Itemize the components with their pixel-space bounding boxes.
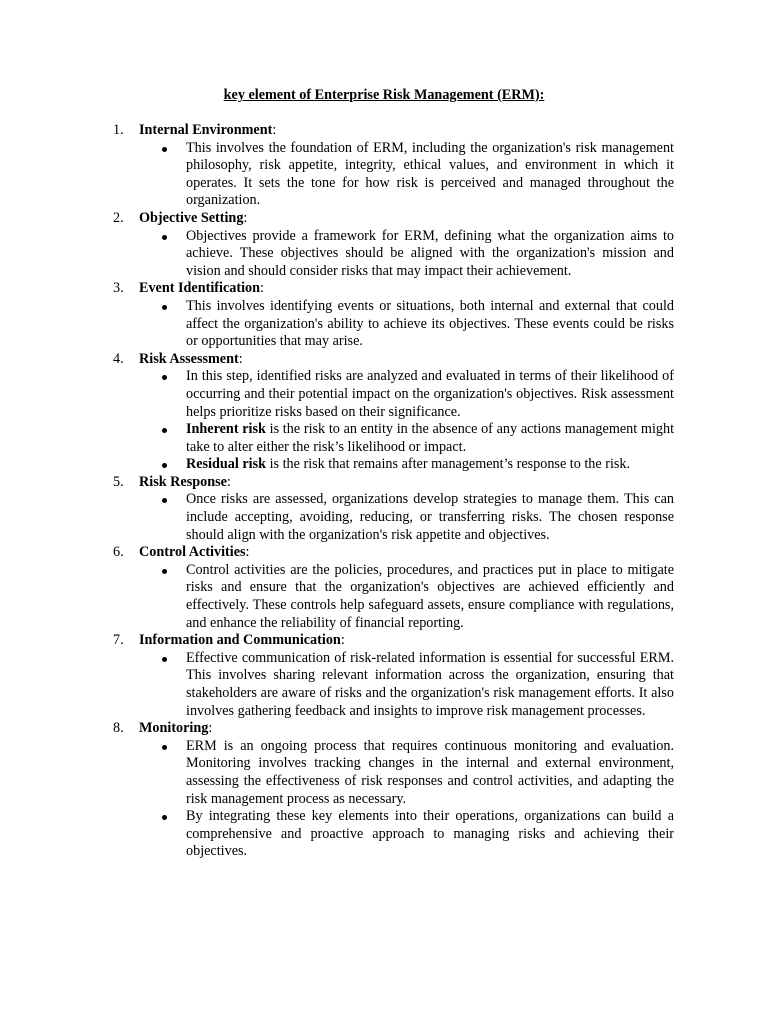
bullet-list <box>0 368 768 474</box>
bullet-body: This involves identifying events or situations, both internal and external that could affect the organization's ability to achieve its objectives. These events could be risks or opportunities that may arise. <box>186 297 674 350</box>
bullet-body: is the risk to an entity in the absence of any actions management might take to alter either the risk’s likelihood or impact. <box>186 421 675 455</box>
section-heading-suffix: : <box>208 720 213 737</box>
section-heading-text: Event Identification <box>139 280 260 297</box>
bullet-text <box>186 421 674 455</box>
bullet-text <box>186 808 674 859</box>
bullet-item <box>0 491 674 544</box>
bullet-dot-icon <box>162 657 167 662</box>
bullet-dot-icon <box>162 498 167 503</box>
section-risk-response <box>0 474 768 544</box>
bullet-dot-icon <box>162 428 167 433</box>
bullet-body: Effective communication of risk-related information is essential for successful ERM. This involves sharing relevant information across the organization, ensuring that stakeholders are aware of risks and the organization's risk management efforts. It also involves gathering feedback and insights to improve risk management processes. <box>186 649 674 719</box>
bullet-body: Objectives provide a framework for ERM, defining what the organization aims to achieve. These objectives should be aligned with the organization's mission and vision and should consider risks that may impact their achievement. <box>186 227 674 279</box>
section-header <box>0 720 768 738</box>
bullet-text <box>186 368 674 419</box>
bullet-item <box>0 228 674 281</box>
bullet-dot-icon <box>162 305 167 310</box>
section-heading <box>139 474 231 492</box>
bullet-item <box>0 808 674 861</box>
section-heading <box>139 210 247 228</box>
section-heading-suffix: : <box>238 350 243 367</box>
bullet-item <box>0 456 674 474</box>
bullet-body: This involves the foundation of ERM, including the organization's risk management philosophy, risk appetite, integrity, ethical values, and environment in which it operates. It sets the tone for how risk is perceived and managed throughout the organization. <box>186 139 674 209</box>
section-number: 3. <box>113 280 124 297</box>
section-heading-text: Risk Assessment <box>139 350 239 367</box>
section-heading <box>139 122 276 140</box>
section-heading-suffix: : <box>226 473 231 490</box>
bullet-body: Control activities are the policies, procedures, and practices put in place to mitigate risks and ensure that the organization's objectives are achieved efficiently and effectively. These controls help safeguard assets, ensure compliance with regulations, and enhance the reliability of financial reporting. <box>186 561 674 631</box>
bullet-item <box>0 368 674 421</box>
section-heading-text: Internal Environment <box>139 122 273 138</box>
section-heading <box>139 351 243 369</box>
section-number: 2. <box>113 209 124 226</box>
bullet-bold-lead: Residual risk <box>186 456 267 473</box>
section-heading-suffix: : <box>260 280 264 297</box>
section-header <box>0 474 768 492</box>
section-heading-suffix: : <box>272 122 277 138</box>
section-heading <box>139 720 212 738</box>
bullet-list <box>0 140 768 210</box>
section-header <box>0 210 768 228</box>
bullet-item <box>0 140 674 210</box>
bullet-item <box>0 738 674 808</box>
bullet-list <box>0 491 768 544</box>
section-internal-environment <box>0 122 768 210</box>
bullet-text <box>186 456 630 472</box>
bullet-list <box>0 228 768 281</box>
section-heading-text: Control Activities <box>139 544 246 561</box>
bullet-body: Once risks are assessed, organizations develop strategies to manage them. This can include accepting, avoiding, reducing, or transferring risks. The chosen response should align with the organization's risk appetite and objectives. <box>186 491 674 543</box>
bullet-item <box>0 298 674 351</box>
bullet-text <box>186 228 674 279</box>
section-number: 8. <box>113 720 124 737</box>
section-heading <box>139 280 264 298</box>
bullet-item <box>0 650 674 720</box>
bullet-item <box>0 421 674 456</box>
section-heading-text: Monitoring <box>139 720 209 737</box>
section-heading <box>139 544 249 562</box>
bullet-list <box>0 650 768 720</box>
section-number: 6. <box>113 544 124 561</box>
document-title: key element of Enterprise Risk Management (ERM): <box>223 87 545 103</box>
bullet-body: ERM is an ongoing process that requires continuous monitoring and evaluation. Monitoring involves tracking changes in the internal and external environment, assessing the effectiveness of risk responses and control activities, and adapting the risk management process as necessary. <box>186 737 674 807</box>
section-heading-suffix: : <box>243 209 248 226</box>
section-number: 5. <box>113 473 124 490</box>
section-event-identification <box>0 280 768 350</box>
section-information-communication <box>0 632 768 720</box>
bullet-bold-lead: Inherent risk <box>186 421 266 438</box>
bullet-body: By integrating these key elements into their operations, organizations can build a comprehensive and proactive approach to managing risks and achieving their objectives. <box>186 808 674 860</box>
bullet-dot-icon <box>162 463 167 468</box>
section-heading-text: Risk Response <box>139 473 227 490</box>
section-number: 1. <box>113 122 124 138</box>
section-risk-assessment <box>0 351 768 474</box>
bullet-text <box>186 738 674 807</box>
section-heading-text: Objective Setting <box>139 209 244 226</box>
bullet-dot-icon <box>162 569 167 574</box>
section-heading-text: Information and Communication <box>139 632 341 649</box>
bullet-dot-icon <box>162 235 167 240</box>
bullet-dot-icon <box>162 815 167 820</box>
bullet-list <box>0 298 768 351</box>
bullet-text <box>186 650 674 719</box>
section-monitoring <box>0 720 768 861</box>
bullet-dot-icon <box>162 147 167 152</box>
section-header <box>0 632 768 650</box>
bullet-text <box>186 298 674 349</box>
bullet-list <box>0 738 768 861</box>
bullet-body: is the risk that remains after management’s response to the risk. <box>266 456 631 473</box>
bullet-text <box>186 140 674 209</box>
section-objective-setting <box>0 210 768 280</box>
section-heading-suffix: : <box>340 632 345 649</box>
bullet-list <box>0 562 768 632</box>
section-control-activities <box>0 544 768 632</box>
bullet-dot-icon <box>162 375 167 380</box>
section-heading-suffix: : <box>245 544 250 561</box>
bullet-item <box>0 562 674 632</box>
section-heading <box>139 632 345 650</box>
bullet-text <box>186 562 674 631</box>
section-header <box>0 280 768 298</box>
bullet-dot-icon <box>162 745 167 750</box>
section-number: 7. <box>113 632 124 649</box>
section-header <box>0 544 768 562</box>
section-list <box>0 122 768 861</box>
bullet-body: In this step, identified risks are analyzed and evaluated in terms of their likelihood of occurring and their potential impact on the organization's objectives. Risk assessment helps prioritize risks based on their significance. <box>186 368 674 420</box>
section-header <box>0 351 768 369</box>
section-number: 4. <box>113 350 124 367</box>
bullet-text <box>186 491 674 542</box>
section-header <box>0 122 768 140</box>
